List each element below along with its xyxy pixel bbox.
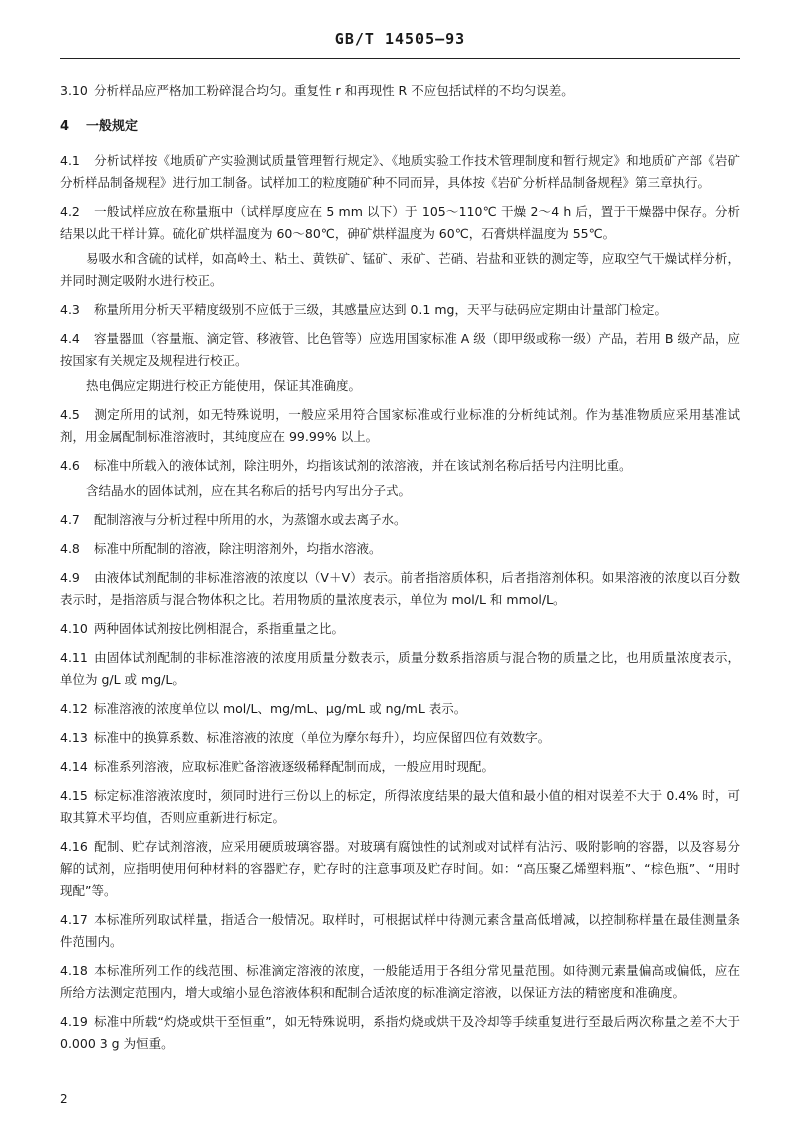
clause-text: 标准溶液的浓度单位以 mol/L、mg/mL、μg/mL 或 ng/mL 表示。: [94, 701, 467, 716]
continuation-paragraph: [60, 375, 740, 397]
clause-number: 4.10: [60, 621, 88, 636]
clause-text: 标准中所载“灼烧或烘干至恒重”，如无特殊说明，系指灼烧或烘干及冷却等手续重复进行至最后两次称量之差不大于 0.000 3 g 为恒重。: [60, 1014, 740, 1051]
clause-text: 热电偶应定期进行校正方能使用，保证其准确度。: [86, 378, 362, 393]
clause-text: 本标准所列工作的线范围、标准滴定溶液的浓度，一般能适用于各组分常见量范围。如待测元素量偏高或偏低，应在所给方法测定范围内，增大或缩小显色溶液体积和配制合适浓度的标准滴定溶液，以保证方法的精密度和准确度。: [60, 963, 740, 1000]
clause-text: 分析试样按《地质矿产实验测试质量管理暂行规定》、《地质实验工作技术管理制度和暂行规定》和地质矿产部《岩矿分析样品制备规程》进行加工制备。试样加工的粒度随矿种不同而异，具体按《岩矿分析样品制备规程》第三章执行。: [60, 153, 740, 190]
clause-paragraph: [60, 201, 740, 245]
clause-text: 一般试样应放在称量瓶中（试样厚度应在 5 mm 以下）于 105～110℃ 干燥 2～4 h 后，置于干燥器中保存。分析结果以此干样计算。硫化矿烘样温度为 60～80℃，砷矿烘样温度为 60℃，石膏烘样温度为 55℃。: [60, 204, 740, 241]
clause-text: 分析样品应严格加工粉碎混合均匀。重复性 r 和再现性 R 不应包括试样的不均匀误差。: [94, 83, 574, 98]
page-number: 2: [60, 1092, 68, 1106]
clause-number: 4.2: [60, 204, 80, 219]
clause-paragraph: [60, 455, 740, 477]
clause-paragraph: [60, 756, 740, 778]
section-title: 一般规定: [86, 119, 139, 134]
clause-number: 4.8: [60, 541, 80, 556]
clause-number: 4.11: [60, 650, 88, 665]
clause-number: 4.13: [60, 730, 88, 745]
clause-paragraph: [60, 328, 740, 372]
section-heading: [60, 116, 740, 138]
clause-number: 4.5: [60, 407, 80, 422]
clause-number: 4.18: [60, 963, 88, 978]
section-number: 4: [60, 119, 70, 134]
clause-paragraph: [60, 538, 740, 560]
clause-paragraph: [60, 647, 740, 691]
clause-text: 测定所用的试剂，如无特殊说明，一般应采用符合国家标准或行业标准的分析纯试剂。作为基准物质应采用基准试剂，用金属配制标准溶液时，其纯度应在 99.99% 以上。: [60, 407, 740, 444]
clause-paragraph: [60, 727, 740, 749]
clause-number: 4.9: [60, 570, 80, 585]
clause-text: 称量所用分析天平精度级别不应低于三级，其感量应达到 0.1 mg，天平与砝码应定期由计量部门检定。: [94, 302, 667, 317]
clause-paragraph: [60, 567, 740, 611]
clause-paragraph: [60, 150, 740, 194]
continuation-paragraph: [60, 480, 740, 502]
clause-number: 4.12: [60, 701, 88, 716]
clause-number: 4.1: [60, 153, 80, 168]
clause-number: 4.19: [60, 1014, 88, 1029]
clause-paragraph: [60, 909, 740, 953]
clause-paragraph: [60, 960, 740, 1004]
clause-paragraph: [60, 1011, 740, 1055]
clause-paragraph: [60, 404, 740, 448]
clause-number: 4.3: [60, 302, 80, 317]
clause-text: 标准中所载入的液体试剂，除注明外，均指该试剂的浓溶液，并在该试剂名称后括号内注明比重。: [94, 458, 632, 473]
document-body: [60, 80, 740, 1062]
clause-paragraph: [60, 299, 740, 321]
clause-paragraph: [60, 785, 740, 829]
clause-text: 标准系列溶液，应取标准贮备溶液逐级稀释配制而成，一般应用时现配。: [94, 759, 495, 774]
clause-paragraph: [60, 618, 740, 640]
clause-number: 4.16: [60, 839, 88, 854]
clause-number: 3.10: [60, 83, 88, 98]
clause-text: 容量器皿（容量瓶、滴定管、移液管、比色管等）应选用国家标准 A 级（即甲级或称一级）产品，若用 B 级产品，应按国家有关规定及规程进行校正。: [60, 331, 740, 368]
clause-text: 标定标准溶液浓度时，须同时进行三份以上的标定，所得浓度结果的最大值和最小值的相对误差不大于 0.4% 时，可取其算术平均值，否则应重新进行标定。: [60, 788, 740, 825]
clause-paragraph: [60, 836, 740, 902]
clause-number: 4.4: [60, 331, 80, 346]
clause-paragraph: [60, 80, 740, 102]
clause-number: 4.15: [60, 788, 88, 803]
clause-number: 4.14: [60, 759, 88, 774]
clause-text: 易吸水和含硫的试样，如高岭土、粘土、黄铁矿、锰矿、汞矿、芒硝、岩盐和亚铁的测定等，应取空气干燥试样分析，并同时测定吸附水进行校正。: [60, 251, 740, 288]
clause-paragraph: [60, 698, 740, 720]
clause-paragraph: [60, 509, 740, 531]
continuation-paragraph: [60, 248, 740, 292]
clause-number: 4.7: [60, 512, 80, 527]
clause-text: 配制、贮存试剂溶液，应采用硬质玻璃容器。对玻璃有腐蚀性的试剂或对试样有沾污、吸附影响的容器，以及容易分解的试剂，应指明使用何种材料的容器贮存，贮存时的注意事项及贮存时间。如：“高压聚乙烯塑料瓶”、“棕色瓶”、“用时现配”等。: [60, 839, 740, 898]
clause-text: 配制溶液与分析过程中所用的水，为蒸馏水或去离子水。: [94, 512, 407, 527]
clause-text: 由固体试剂配制的非标准溶液的浓度用质量分数表示，质量分数系指溶质与混合物的质量之比，也用质量浓度表示，单位为 g/L 或 mg/L。: [60, 650, 740, 687]
clause-number: 4.6: [60, 458, 80, 473]
clause-text: 本标准所列取试样量，指适合一般情况。取样时，可根据试样中待测元素含量高低增减，以控制称样量在最佳测量条件范围内。: [60, 912, 740, 949]
header-divider: [60, 58, 740, 59]
clause-text: 标准中的换算系数、标准溶液的浓度（单位为摩尔每升），均应保留四位有效数字。: [94, 730, 551, 745]
clause-number: 4.17: [60, 912, 88, 927]
clause-text: 标准中所配制的溶液，除注明溶剂外，均指水溶液。: [94, 541, 382, 556]
clause-text: 两种固体试剂按比例相混合，系指重量之比。: [94, 621, 345, 636]
document-header-code: GB/T 14505—93: [334, 30, 466, 48]
clause-text: 含结晶水的固体试剂，应在其名称后的括号内写出分子式。: [86, 483, 412, 498]
clause-text: 由液体试剂配制的非标准溶液的浓度以（V＋V）表示。前者指溶质体积，后者指溶剂体积。如果溶液的浓度以百分数表示时，是指溶质与混合物体积之比。若用物质的量浓度表示，单位为 mol/L 和 mmol/L。: [60, 570, 740, 607]
